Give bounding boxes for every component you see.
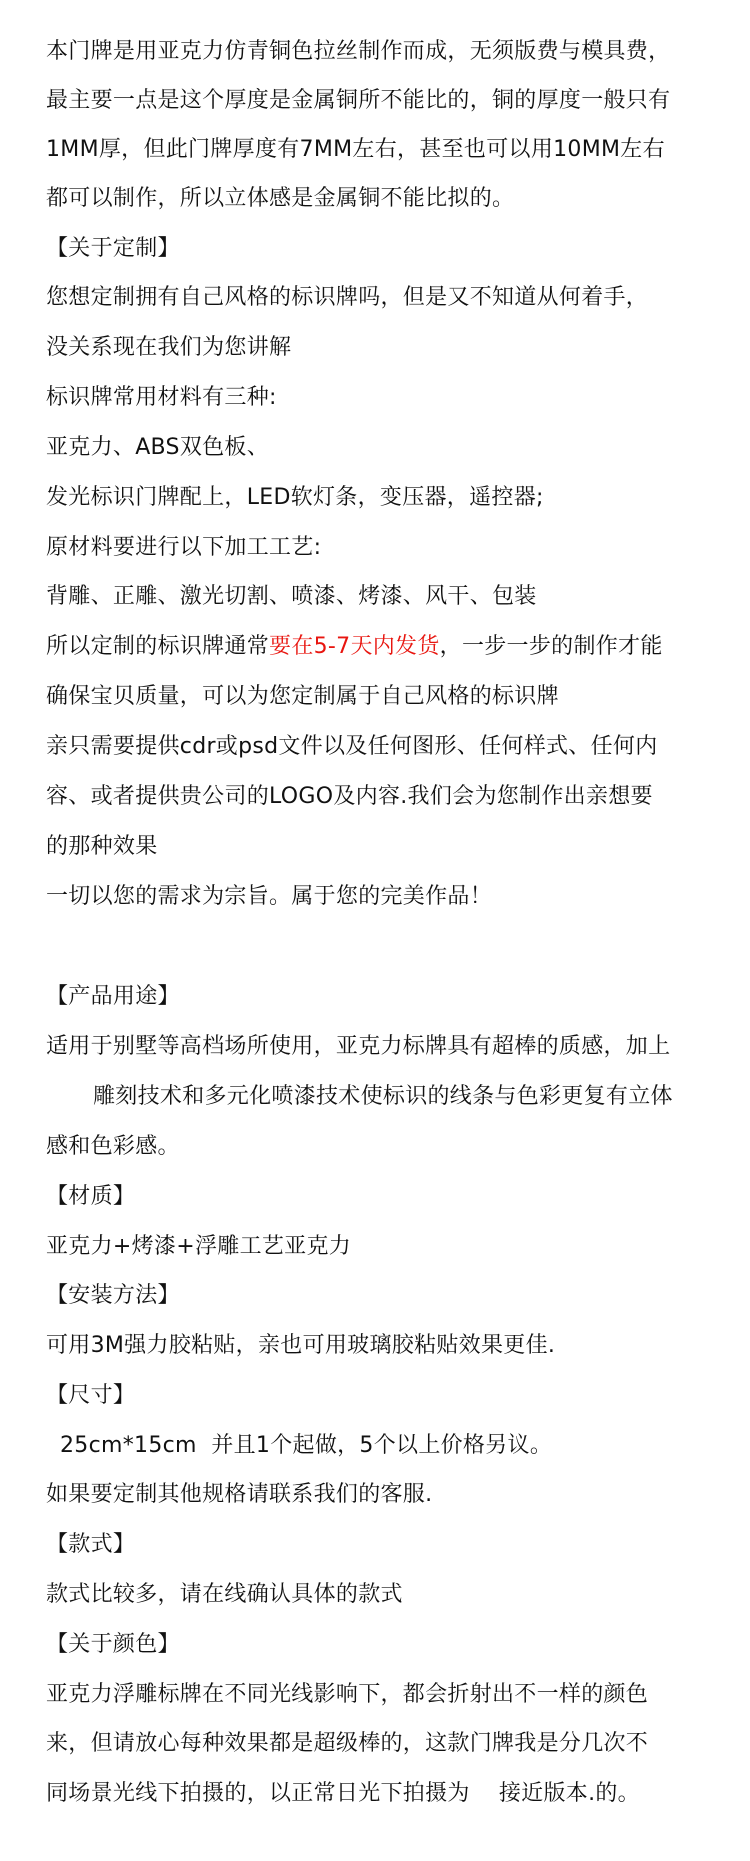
custom-line-2: 没关系现在我们为您讲解 <box>46 335 292 360</box>
material-line-1: 亚克力+烤漆+浮雕工艺亚克力 <box>46 1234 352 1259</box>
custom-line-8-post: ，一步一步的制作才能 <box>439 634 663 659</box>
custom-line-13: 一切以您的需求为宗旨。属于您的完美作品！ <box>46 884 493 909</box>
color-heading: 【关于颜色】 <box>46 1632 180 1657</box>
intro-line-4: 都可以制作，所以立体感是金属铜不能比拟的。 <box>46 186 515 211</box>
custom-heading: 【关于定制】 <box>46 236 180 261</box>
custom-line-8 <box>46 632 736 662</box>
custom-line-3: 标识牌常用材料有三种: <box>46 385 277 410</box>
custom-line-5: 发光标识门牌配上，LED软灯条，变压器，遥控器; <box>46 485 544 510</box>
material-heading: 【材质】 <box>46 1184 136 1209</box>
style-line-1: 款式比较多，请在线确认具体的款式 <box>46 1582 403 1607</box>
usage-line-2: 雕刻技术和多元化喷漆技术使标识的线条与色彩更复有立体 <box>93 1084 673 1109</box>
size-line-2: 如果要定制其他规格请联系我们的客服. <box>46 1482 433 1507</box>
style-heading: 【款式】 <box>46 1532 136 1557</box>
color-line-2: 来，但请放心每种效果都是超级棒的，这款门牌我是分几次不 <box>46 1731 649 1756</box>
intro-line-2: 最主要一点是这个厚度是金属铜所不能比的，铜的厚度一般只有 <box>46 88 671 113</box>
shipping-time-highlight: 要在5-7天内发货 <box>269 634 440 659</box>
usage-line-1: 适用于别墅等高档场所使用，亚克力标牌具有超棒的质感，加上 <box>46 1034 671 1059</box>
install-heading: 【安装方法】 <box>46 1283 180 1308</box>
custom-line-8-pre: 所以定制的标识牌通常 <box>46 634 270 659</box>
custom-line-12: 的那种效果 <box>46 834 158 859</box>
custom-line-9: 确保宝贝质量，可以为您定制属于自己风格的标识牌 <box>46 684 559 709</box>
size-line-1: 25cm*15cm 并且1个起做，5个以上价格另议。 <box>60 1433 553 1458</box>
custom-line-7: 背雕、正雕、激光切割、喷漆、烤漆、风干、包装 <box>46 584 537 609</box>
size-heading: 【尺寸】 <box>46 1383 136 1408</box>
custom-line-11: 容、或者提供贵公司的LOGO及内容.我们会为您制作出亲想要 <box>46 784 653 809</box>
custom-line-1: 您想定制拥有自己风格的标识牌吗，但是又不知道从何着手， <box>46 285 649 310</box>
install-line-1: 可用3M强力胶粘贴，亲也可用玻璃胶粘贴效果更佳. <box>46 1333 556 1358</box>
intro-line-1: 本门牌是用亚克力仿青铜色拉丝制作而成，无须版费与模具费， <box>46 39 671 64</box>
custom-line-6: 原材料要进行以下加工工艺: <box>46 535 322 560</box>
usage-line-3: 感和色彩感。 <box>46 1134 180 1159</box>
custom-line-4: 亚克力、ABS双色板、 <box>46 435 270 460</box>
color-line-1: 亚克力浮雕标牌在不同光线影响下，都会折射出不一样的颜色 <box>46 1682 649 1707</box>
color-line-3: 同场景光线下拍摄的，以正常日光下拍摄为 接近版本.的。 <box>46 1781 640 1806</box>
intro-line-3: 1MM厚，但此门牌厚度有7MM左右，甚至也可以用10MM左右 <box>46 137 665 162</box>
usage-heading: 【产品用途】 <box>46 984 180 1009</box>
custom-line-10: 亲只需要提供cdr或psd文件以及任何图形、任何样式、任何内 <box>46 734 658 759</box>
